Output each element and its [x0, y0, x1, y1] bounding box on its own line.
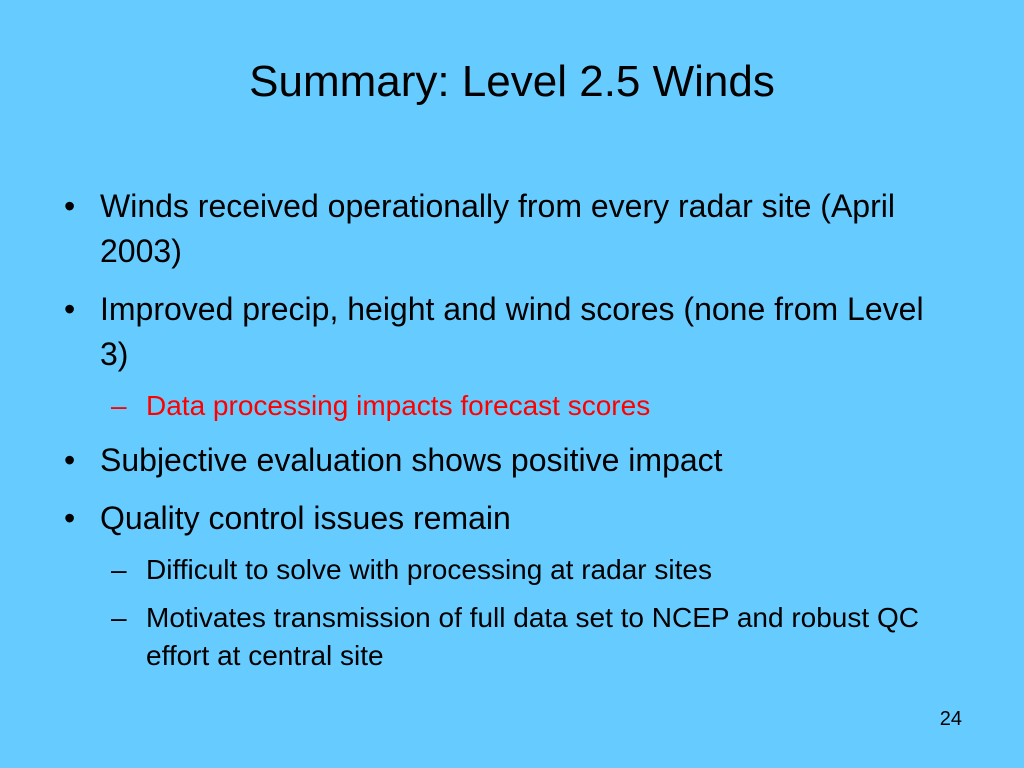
sub-bullet-text: Motivates transmission of full data set to NCEP and robust QC effort at central site [146, 602, 919, 671]
slide-title: Summary: Level 2.5 Winds [249, 57, 775, 106]
bullet-marker: • [64, 500, 76, 536]
bullet-marker: • [64, 188, 76, 224]
bullet-item [58, 438, 958, 483]
sub-bullet-item [58, 599, 958, 675]
dash-marker: – [111, 554, 127, 585]
dash-marker: – [111, 602, 127, 633]
sub-bullet-item [58, 387, 958, 425]
bullet-item [58, 287, 958, 377]
sub-bullet-text: Difficult to solve with processing at radar sites [146, 554, 712, 585]
bullet-text: Quality control issues remain [100, 500, 511, 536]
bullet-text: Improved precip, height and wind scores (none from Level 3) [100, 291, 924, 372]
sub-bullet-text: Data processing impacts forecast scores [146, 390, 651, 421]
bullet-text: Winds received operationally from every radar site (April 2003) [100, 188, 895, 269]
bullet-text: Subjective evaluation shows positive impact [100, 442, 723, 478]
bullet-marker: • [64, 442, 76, 478]
sub-bullet-item [58, 551, 958, 589]
dash-marker: – [111, 390, 127, 421]
bullet-item [58, 184, 958, 274]
bullet-marker: • [64, 291, 76, 327]
page-number: 24 [939, 708, 962, 730]
bullet-list [58, 184, 958, 675]
bullet-item [58, 496, 958, 541]
